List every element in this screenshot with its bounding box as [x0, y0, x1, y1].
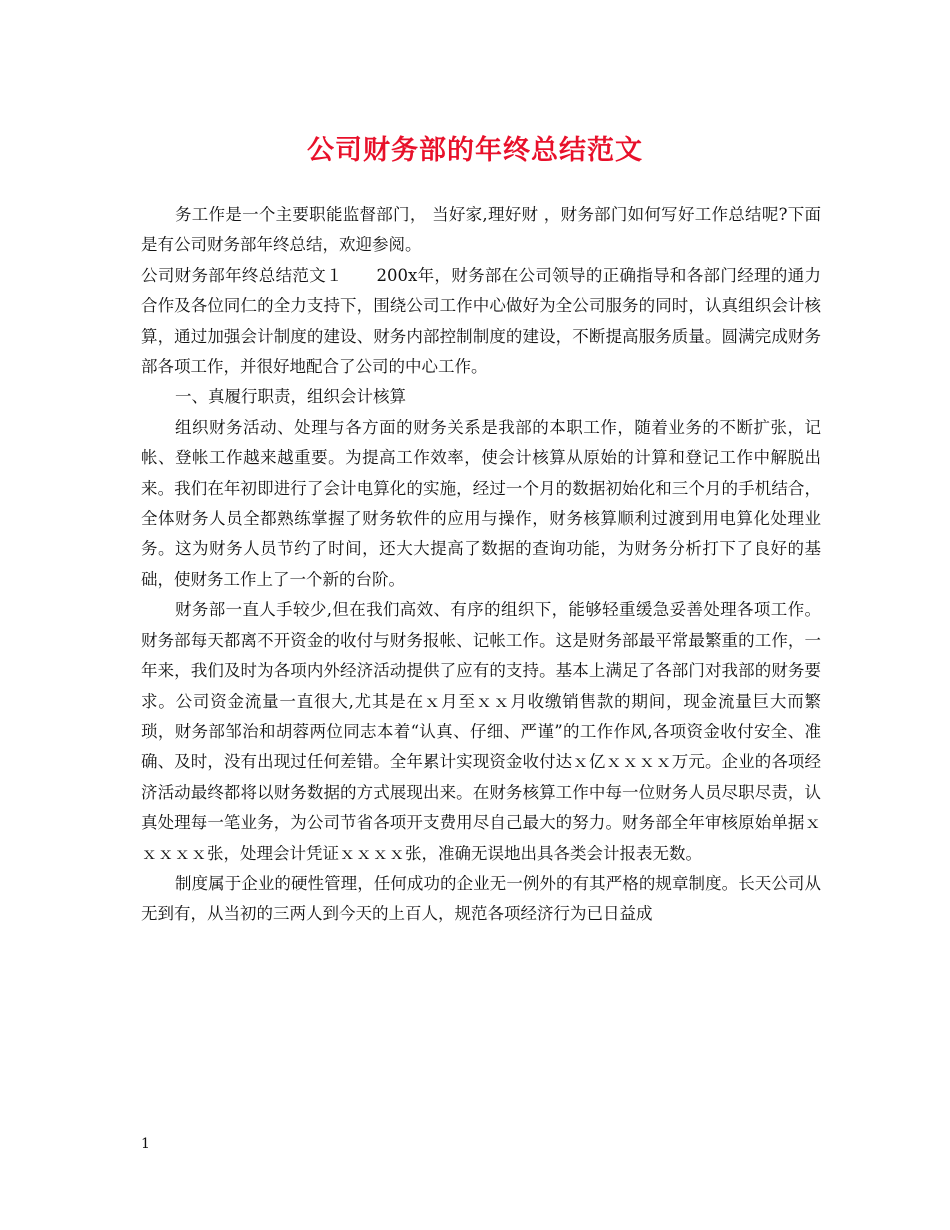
intro-paragraph: 务工作是一个主要职能监督部门， 当好家,理好财 ，财务部门如何写好工作总结呢?下面是有公司财务部年终总结，欢迎参阅。 — [141, 205, 821, 255]
document-title: 公司财务部的年终总结范文 — [307, 135, 643, 166]
section-paragraph-1: 公司财务部年终总结范文１ 200x年，财务部在公司领导的正确指导和各部门经理的通力合作及各位同仁的全力支持下，围绕公司工作中心做好为全公司服务的同时，认真组织会计核算，通过加强会计制度的建设、财务内部控制制度的建设，不断提高服务质量。圆满完成财务部各项工作，并很好地配合了公司的中心工作。 — [141, 265, 821, 377]
body-paragraph: 财务部一直人手较少,但在我们高效、有序的组织下，能够轻重缓急妥善处理各项工作。财务部每天都离不开资金的收付与财务报帐、记帐工作。这是财务部最平常最繁重的工作，一年来，我们及时为各项内外经济活动提供了应有的支持。基本上满足了各部门对我部的财务要求。公司资金流量一直很大,尤其是在ｘ月至ｘｘ月收缴销售款的期间，现金流量巨大而繁琐，财务部邹治和胡蓉两位同志本着“认真、仔细、严谨”的工作作风,各项资金收付安全、准确、及时，没有出现过任何差错。全年累计实现资金收付达ｘ亿ｘｘｘｘ万元。企业的各项经济活动最终都将以财务数据的方式展现出来。在财务核算工作中每一位财务人员尽职尽责，认真处理每一笔业务，为公司节省各项开支费用尽自己最大的努力。财务部全年审核原始单据ｘｘｘｘｘ张，处理会计凭证ｘｘｘｘ张，准确无误地出具各类会计报表无数。 — [141, 600, 821, 863]
page-number: 1 — [141, 1136, 150, 1152]
body-paragraph: 制度属于企业的硬性管理，任何成功的企业无一例外的有其严格的规章制度。长天公司从无到有，从当初的三两人到今天的上百人，规范各项经济行为已日益成 — [141, 873, 821, 924]
body-paragraph: 组织财务活动、处理与各方面的财务关系是我部的本职工作，随着业务的不断扩张，记帐、登帐工作越来越重要。为提高工作效率，使会计核算从原始的计算和登记工作中解脱出来。我们在年初即进行了会计电算化的实施，经过一个月的数据初始化和三个月的手机结合，全体财务人员全都熟练掌握了财务软件的应用与操作，财务核算顺利过渡到用电算化处理业务。这为财务人员节约了时间，还大大提高了数据的查询功能，为财务分析打下了良好的基础，使财务工作上了一个新的台阶。 — [141, 417, 821, 589]
section-heading: 一、真履行职责，组织会计核算 — [175, 387, 406, 407]
document-body — [141, 200, 821, 930]
